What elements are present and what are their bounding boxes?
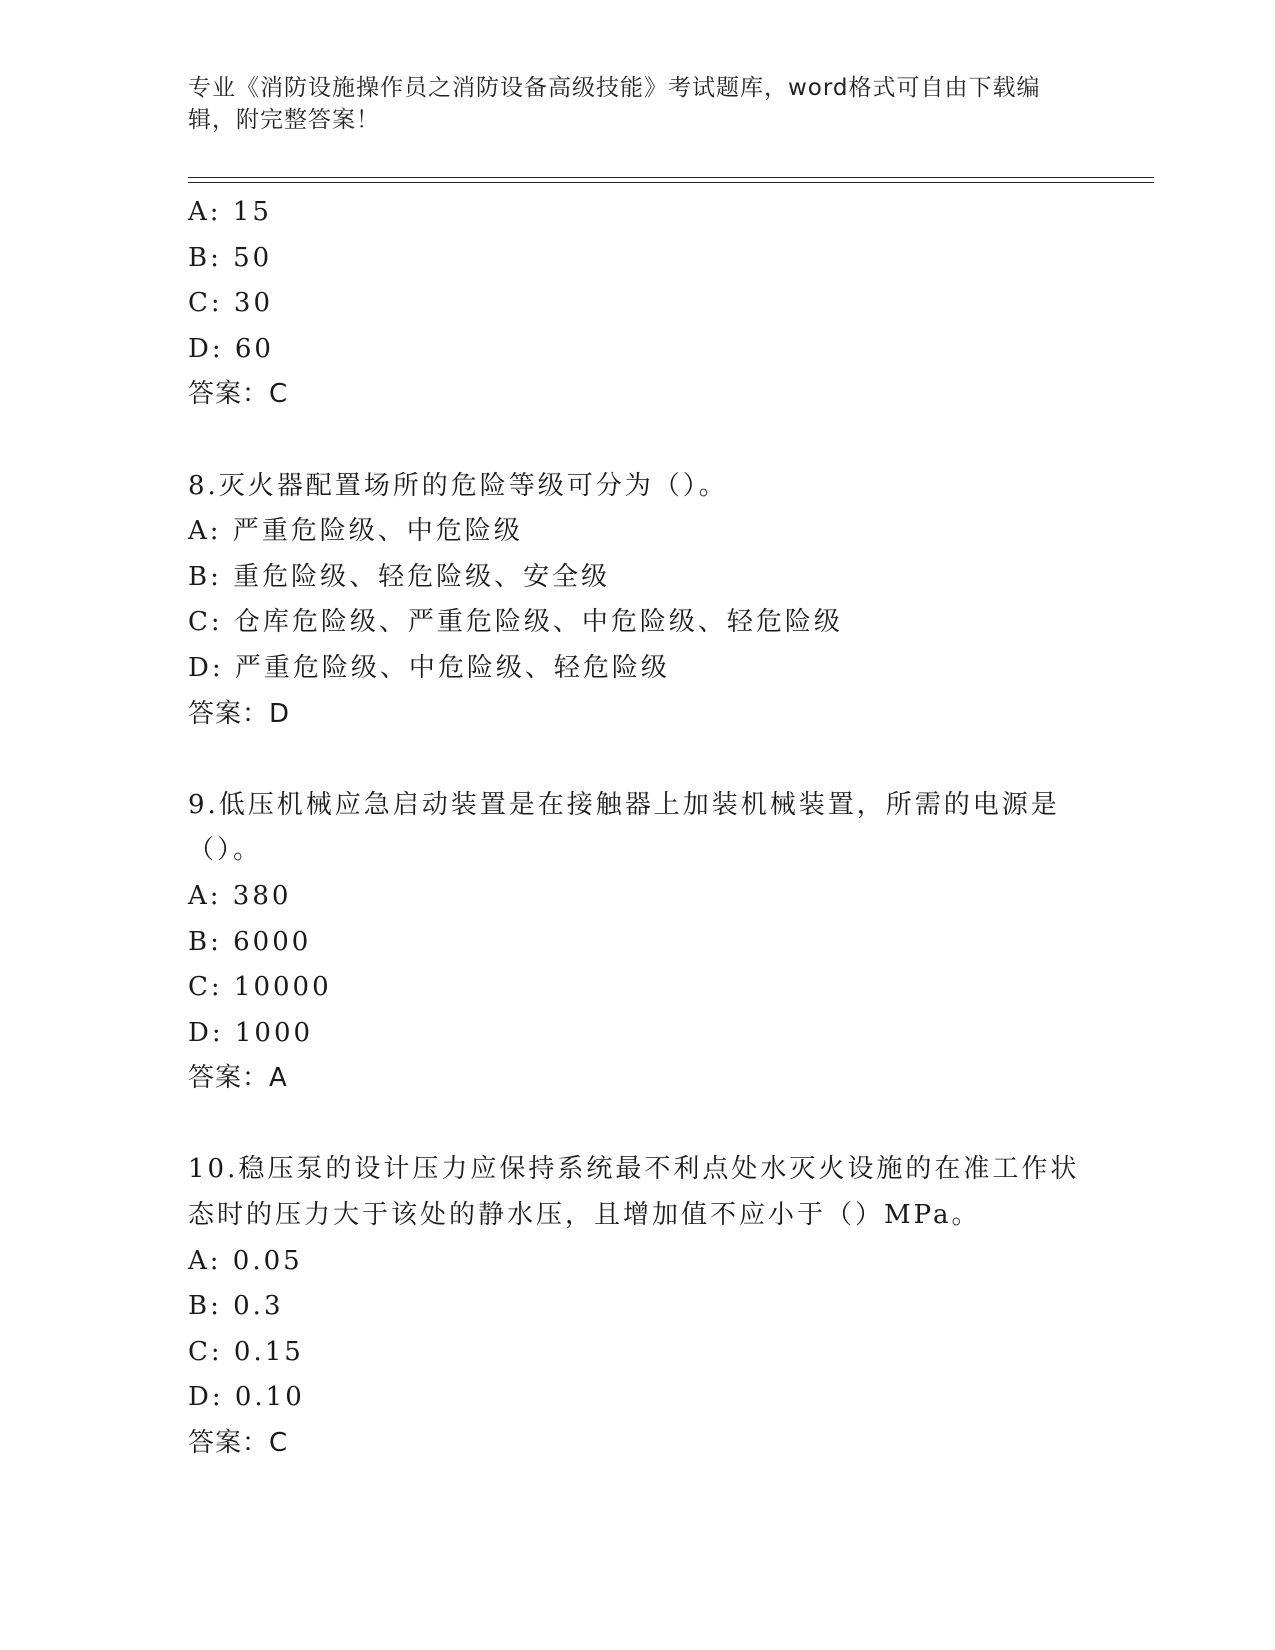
answer-label: 答案：D [188, 698, 291, 729]
option-d: D: 0.10 [188, 1382, 305, 1413]
option-c: C: 30 [188, 288, 274, 319]
option-b: B: 50 [188, 242, 273, 273]
option-a: A: 15 [188, 197, 272, 227]
answer-label: 答案：A [188, 1063, 288, 1094]
spacer [188, 1102, 1088, 1148]
option-d: D: 严重危险级、中危险级、轻危险级 [188, 652, 670, 683]
option-b: B: 重危险级、轻危险级、安全级 [188, 561, 611, 592]
spacer [188, 737, 1088, 783]
option-a: A: 0.05 [188, 1245, 303, 1276]
question-list [188, 190, 1088, 1467]
option-d: D: 60 [188, 333, 274, 364]
answer-label: 答案：C [188, 379, 289, 410]
question-stem-line-1: 10.稳压泵的设计压力应保持系统最不利点处水灭火设施的在准工作状 [188, 1154, 1080, 1185]
question-stem-line-2: （）。 [188, 835, 263, 866]
spacer [188, 418, 1088, 464]
question-stem-line-1: 9.低压机械应急启动装置是在接触器上加装机械装置，所需的电源是 [188, 789, 1060, 820]
question-stem: 8.灭火器配置场所的危险等级可分为（）。 [188, 470, 728, 501]
option-d: D: 1000 [188, 1017, 314, 1048]
option-c: C: 仓库危险级、严重危险级、中危险级、轻危险级 [188, 607, 843, 638]
document-intro: 专业《消防设施操作员之消防设备高级技能》考试题库，word格式可自由下载编辑，附完整答案！ [188, 75, 1041, 133]
question-8 [188, 464, 1088, 738]
option-c: C: 10000 [188, 972, 332, 1003]
option-a: A: 严重危险级、中危险级 [188, 516, 523, 547]
question-stem-line-2: 态时的压力大于该处的静水压，且增加值不应小于（）MPa。 [188, 1200, 981, 1231]
header-divider-top [188, 177, 1154, 178]
header-divider-bottom [188, 182, 1154, 183]
option-b: B: 0.3 [188, 1291, 284, 1322]
question-10 [188, 1147, 1088, 1466]
option-b: B: 6000 [188, 926, 312, 957]
answer-label: 答案：C [188, 1428, 289, 1459]
option-a: A: 380 [188, 880, 292, 911]
question-7-continued [188, 190, 1088, 418]
question-9 [188, 783, 1088, 1102]
option-c: C: 0.15 [188, 1336, 304, 1367]
